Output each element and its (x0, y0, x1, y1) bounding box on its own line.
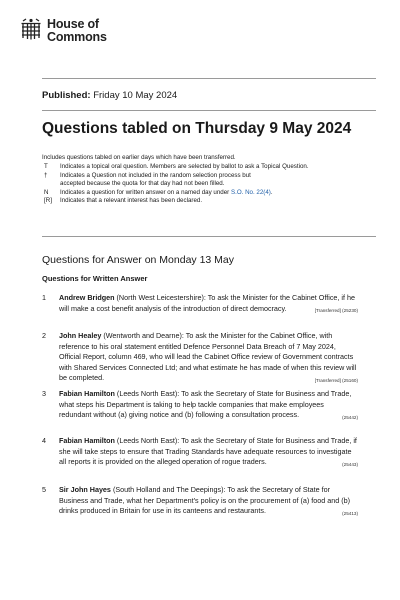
published-line (42, 90, 177, 101)
legend-item (42, 197, 372, 205)
member-name: Fabian Hamilton (59, 436, 115, 445)
question-item (42, 293, 358, 317)
question-number: 5 (42, 485, 46, 494)
constituency: (Leeds North East): (116, 389, 180, 398)
logo-line-2: Commons (47, 30, 107, 44)
member-name: Andrew Bridgen (59, 293, 115, 302)
question-reference: [Transferred] (25230) (314, 308, 358, 314)
logo-line-1: House of (47, 17, 99, 31)
legend-text-wrap (60, 189, 372, 197)
page-title: Questions tabled on Thursday 9 May 2024 (42, 120, 352, 137)
standing-order-link[interactable]: S.O. No. 22(4) (230, 188, 271, 196)
section-divider (42, 236, 376, 237)
question-text: To ask the Minister for the Cabinet Office, if he will make a cost benefit analysis of the introduction of direct democracy. (59, 293, 356, 313)
house-of-commons-logo (20, 18, 107, 44)
legend-text: Indicates a question for written answer on a named day under (60, 188, 230, 196)
intro-block (42, 154, 372, 205)
question-item (42, 389, 358, 423)
question-reference: [Transferred] (25160) (314, 377, 358, 383)
published-date: Friday 10 May 2024 (93, 90, 178, 101)
question-item (42, 436, 358, 470)
constituency: (South Holland and The Deepings): (112, 485, 226, 494)
legend-suffix: . (270, 188, 273, 196)
middle-divider (42, 110, 376, 111)
portcullis-icon (20, 18, 42, 42)
question-text: To ask the Secretary of State for Business and Trade, what her Department's policy is on the procurement of (a) food and (b) drinks produced in Britain for use in its canteens and restaurants. (59, 485, 351, 516)
intro-line: Includes questions tabled on earlier days which have been transferred. (42, 154, 236, 161)
member-name: Sir John Hayes (59, 485, 111, 494)
legend-symbol: [R] (44, 197, 52, 205)
question-reference: (25443) (342, 461, 358, 467)
member-name: John Healey (59, 331, 102, 340)
legend-symbol: † (44, 171, 48, 179)
question-body (59, 436, 358, 470)
section-title: Questions for Answer on Monday 13 May (42, 254, 235, 266)
constituency: (Wentworth and Dearne): (103, 331, 184, 340)
legend-item (42, 163, 372, 171)
top-divider (42, 78, 376, 79)
question-text: To ask the Minister for the Cabinet Office, with reference to his oral statement entitled Defence Personnel Data Breach of 7 May 2024, Official Report, column 469, who will lead the Cabinet Office review of Government contracts with Shared Services Connected Ltd; and what estimate he has made of when this review will be completed. (59, 331, 357, 383)
question-item (42, 331, 358, 386)
member-name: Fabian Hamilton (59, 389, 115, 398)
constituency: (Leeds North East): (116, 436, 180, 445)
question-number: 4 (42, 436, 46, 445)
legend-text: Indicates that a relevant interest has been declared. (60, 197, 203, 205)
legend-symbol: N (44, 188, 49, 196)
legend-item (42, 189, 372, 197)
question-body (59, 331, 358, 386)
question-number: 1 (42, 293, 46, 302)
section-subtitle: Questions for Written Answer (42, 274, 148, 283)
legend-text: Indicates a topical oral question. Members are selected by ballot to ask a Topical Question. (60, 163, 309, 171)
constituency: (North West Leicestershire): (116, 293, 206, 302)
question-reference: (25413) (342, 510, 358, 516)
question-number: 3 (42, 389, 46, 398)
question-text: To ask the Secretary of State for Business and Trade, if she will take steps to ensure that Trading Standards have adequate resources to investigate all reports it is provided on the alleged operation of rogue traders. (59, 436, 357, 467)
question-text: To ask the Secretary of State for Business and Trade, what steps his Department is taking to help tackle companies that make employees redundant without (a) giving notice and (b) following a consultation process. (59, 389, 352, 420)
legend-item (42, 172, 372, 189)
legend-symbol: T (44, 163, 48, 171)
question-reference: (25442) (342, 414, 358, 420)
question-item (42, 485, 358, 519)
question-body (59, 389, 358, 423)
question-body (59, 485, 358, 519)
legend-text: Indicates a Question not included in the random selection process but accepted because the quota for that day had not been filled. (60, 171, 251, 188)
question-body (59, 293, 358, 317)
published-label: Published: (42, 90, 91, 101)
question-number: 2 (42, 331, 46, 340)
